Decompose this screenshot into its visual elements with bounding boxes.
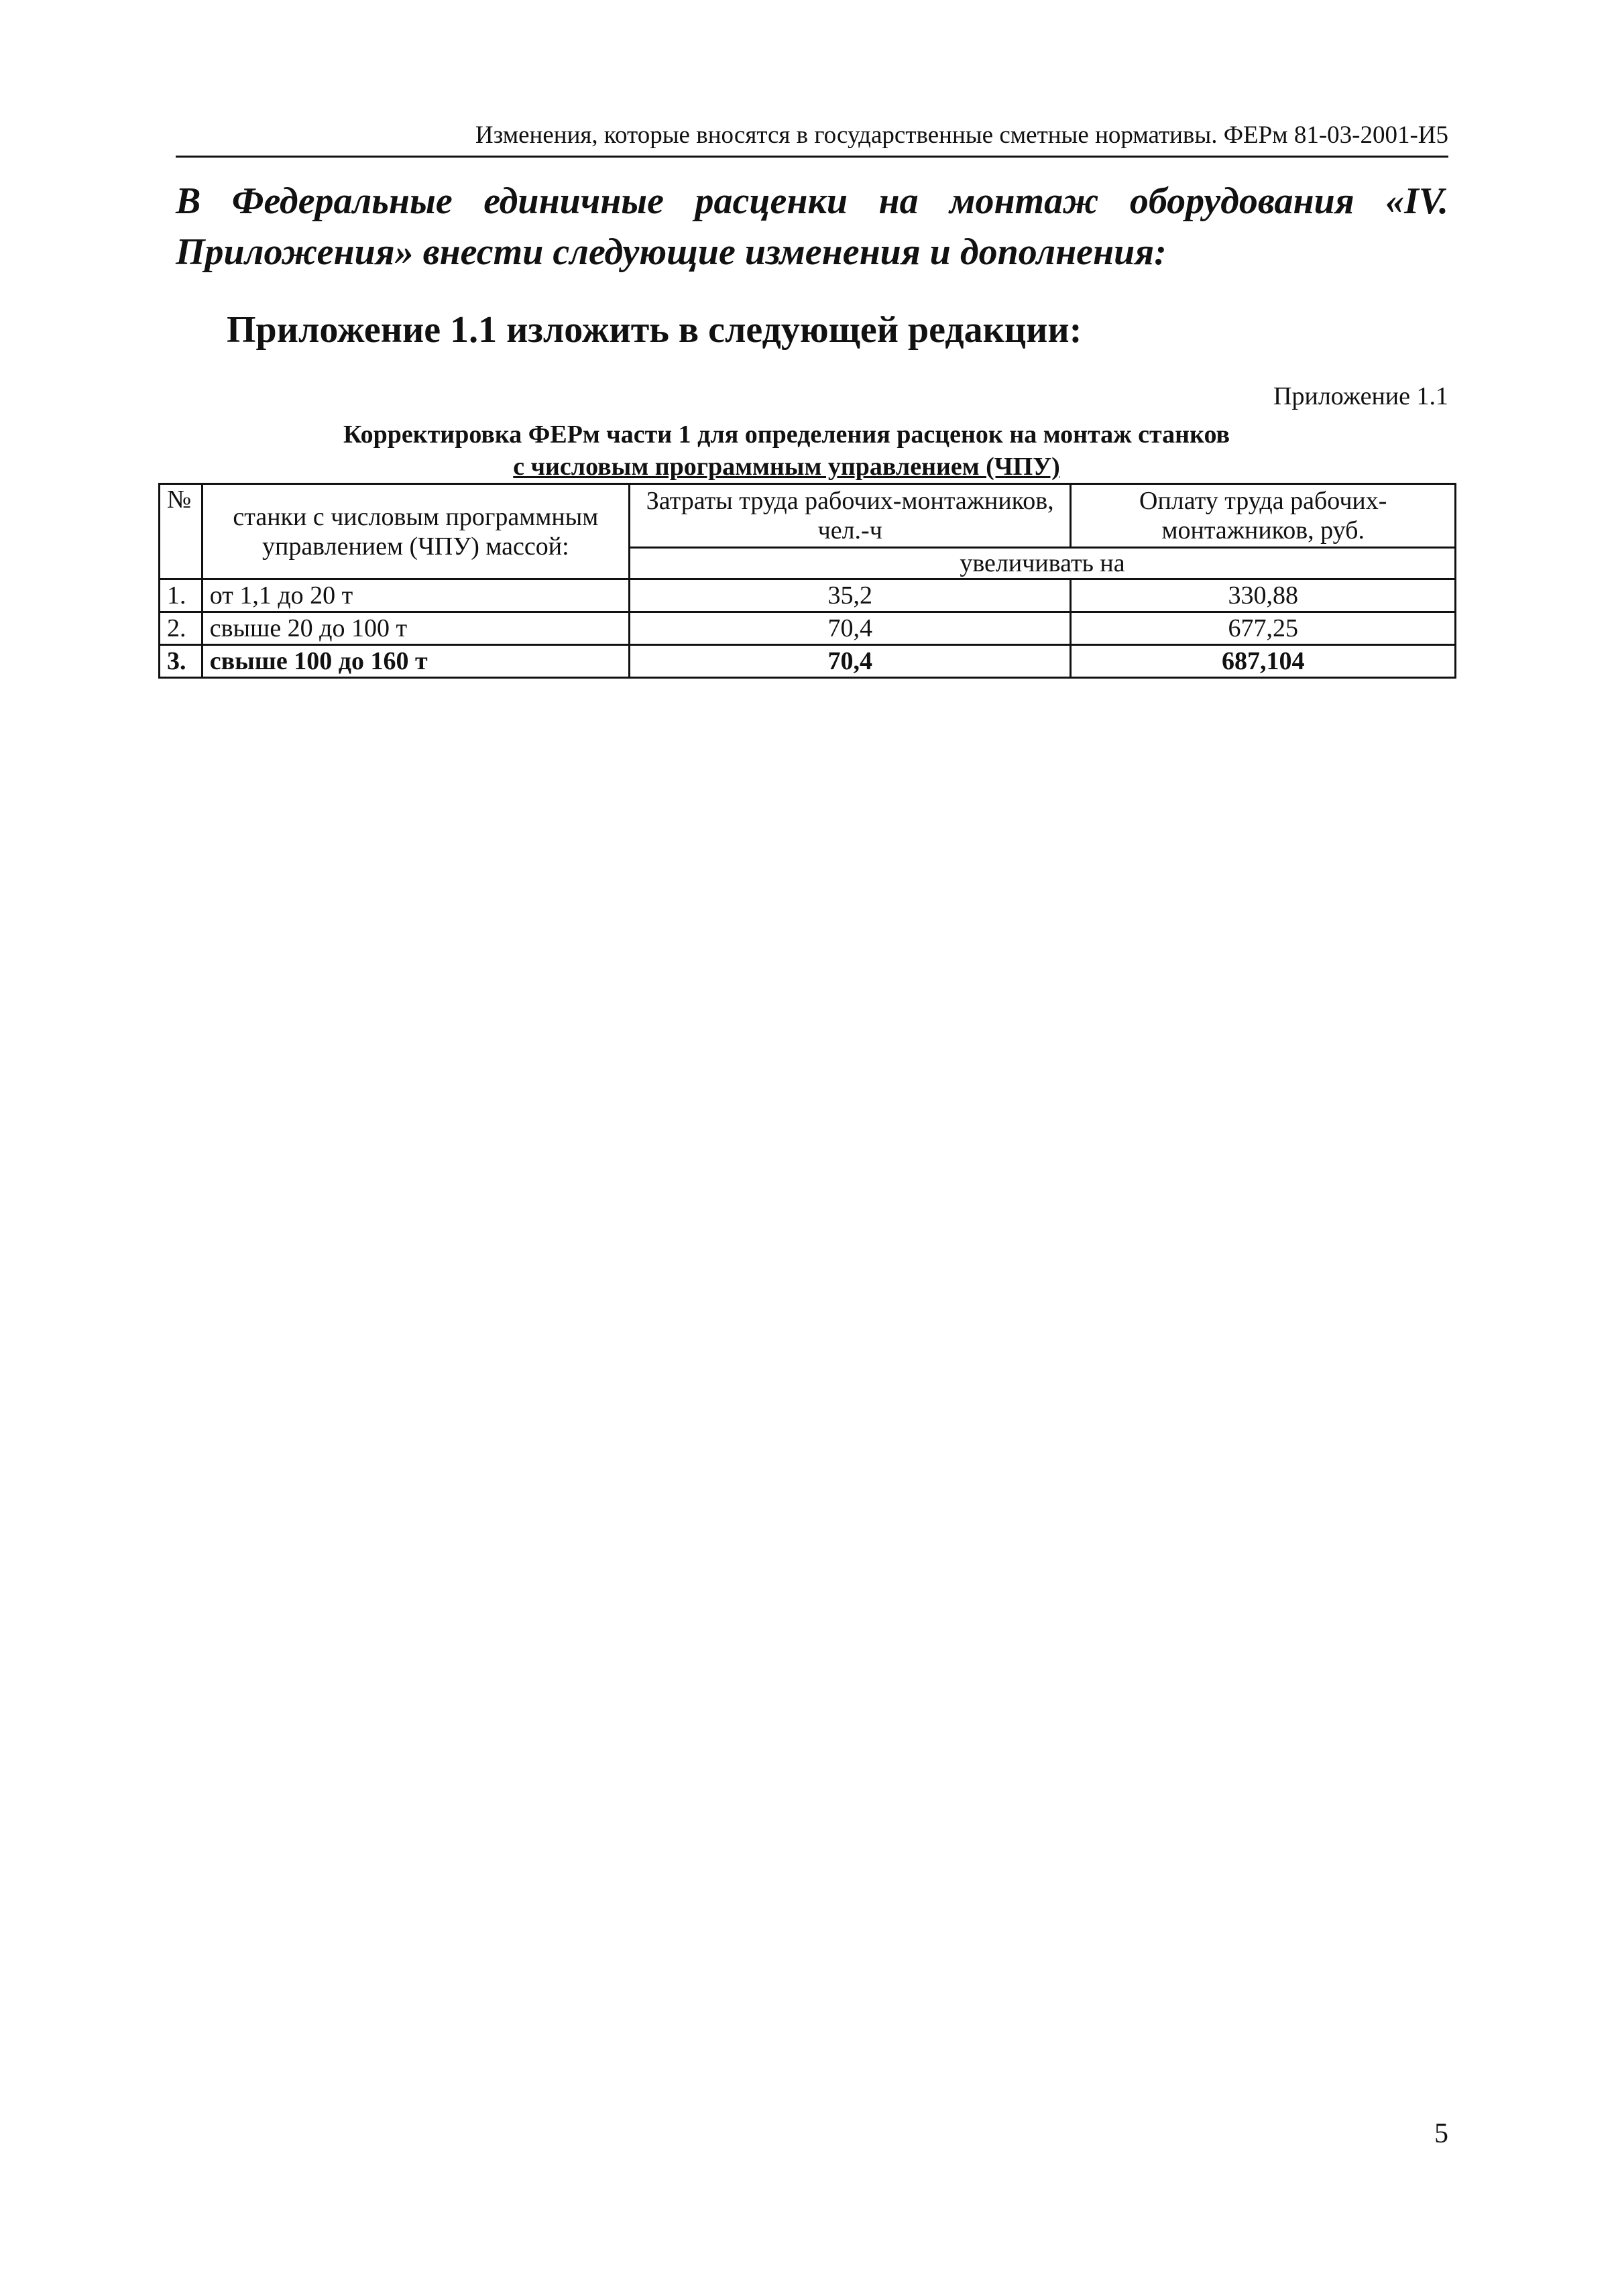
table-row bbox=[160, 645, 1456, 678]
appendix-label: Приложение 1.1 bbox=[1273, 382, 1448, 410]
row-labor: 35,2 bbox=[629, 579, 1070, 612]
row-pay: 687,104 bbox=[1071, 645, 1456, 678]
row-pay: 677,25 bbox=[1071, 612, 1456, 645]
header-num: № bbox=[160, 484, 203, 579]
row-name: свыше 20 до 100 т bbox=[202, 612, 629, 645]
table-title-line-1: Корректировка ФЕРм части 1 для определения расценок на монтаж станков bbox=[343, 420, 1230, 449]
table-header-row bbox=[160, 484, 1456, 548]
row-num: 3. bbox=[160, 645, 203, 678]
header-pay: Оплату труда рабочих-монтажников, руб. bbox=[1071, 484, 1456, 548]
row-num: 2. bbox=[160, 612, 203, 645]
row-labor: 70,4 bbox=[629, 645, 1070, 678]
header-increase: увеличивать на bbox=[629, 548, 1455, 579]
table-row bbox=[160, 579, 1456, 612]
row-num: 1. bbox=[160, 579, 203, 612]
rates-table bbox=[158, 483, 1456, 679]
row-labor: 70,4 bbox=[629, 612, 1070, 645]
header-labor: Затраты труда рабочих-монтажников, чел.-ч bbox=[629, 484, 1070, 548]
row-name: свыше 100 до 160 т bbox=[202, 645, 629, 678]
section-subheading: Приложение 1.1 изложить в следующей редакции: bbox=[227, 309, 1082, 351]
running-header: Изменения, которые вносятся в государственные сметные нормативы. ФЕРм 81-03-2001-И5 bbox=[475, 121, 1448, 149]
row-name: от 1,1 до 20 т bbox=[202, 579, 629, 612]
table-title bbox=[227, 418, 1346, 483]
table-title-line-2: с числовым программным управлением (ЧПУ) bbox=[513, 453, 1060, 481]
table-row bbox=[160, 612, 1456, 645]
row-pay: 330,88 bbox=[1071, 579, 1456, 612]
header-rule bbox=[176, 156, 1448, 158]
header-name: станки с числовым программным управлением (ЧПУ) массой: bbox=[202, 484, 629, 579]
intro-paragraph: В Федеральные единичные расценки на монтаж оборудования «IV. Приложения» внести следующие изменения и дополнения: bbox=[176, 180, 1448, 273]
page-number: 5 bbox=[1434, 2118, 1448, 2149]
